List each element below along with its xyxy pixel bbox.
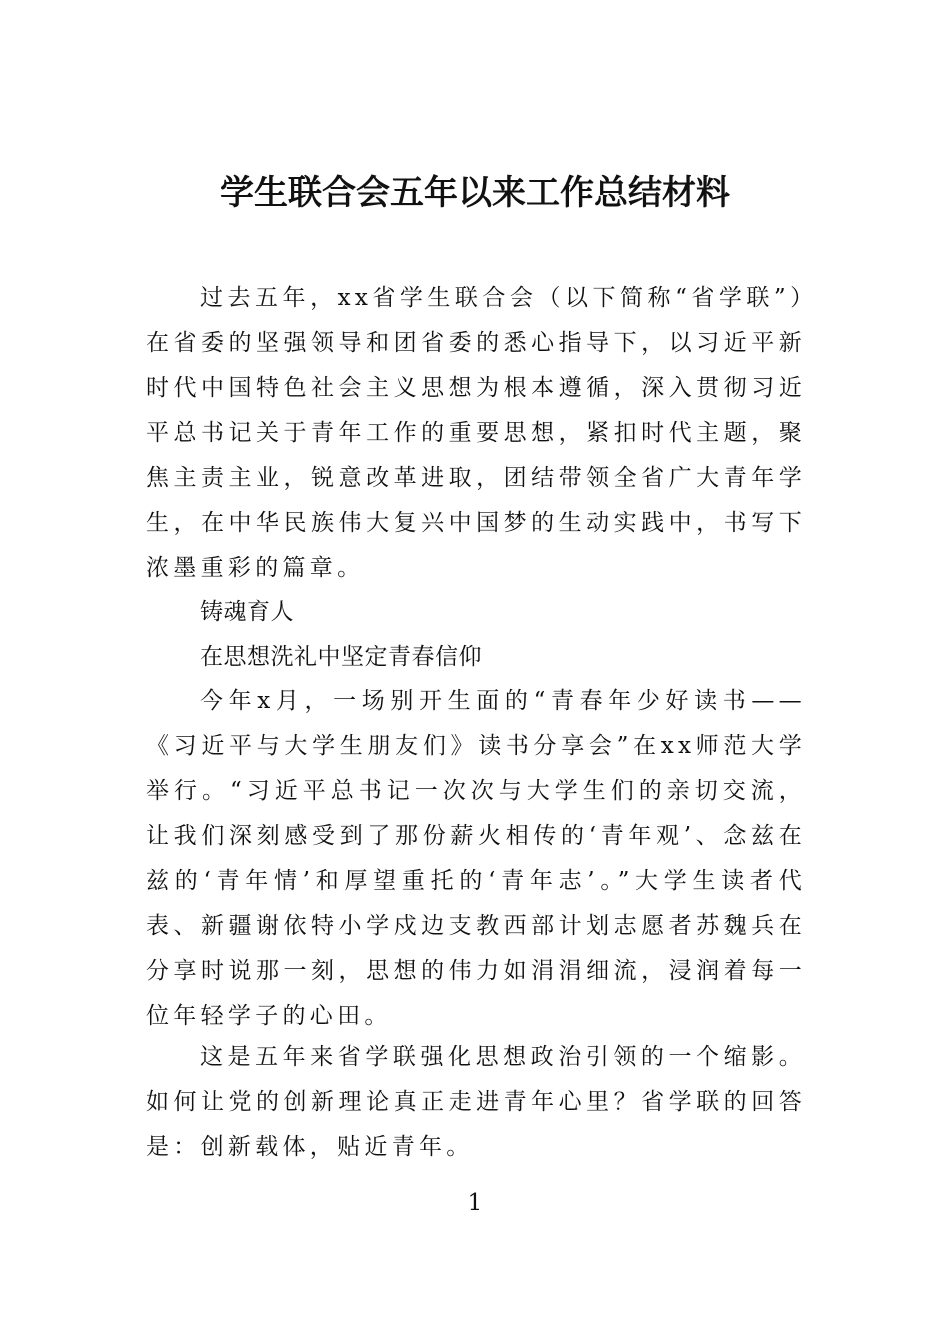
section-heading: 铸魂育人 xyxy=(200,599,294,625)
section-heading-block xyxy=(146,590,806,635)
section-subheading: 在思想洗礼中坚定青春信仰 xyxy=(200,644,482,670)
summary-paragraph-block xyxy=(146,1035,806,1170)
section-subheading-block xyxy=(146,635,806,680)
summary-paragraph: 这是五年来省学联强化思想政治引领的一个缩影。如何让党的创新理论真正走进青年心里？省学联的回答是：创新载体，贴近青年。 xyxy=(146,1044,806,1160)
reading-event-paragraph-block xyxy=(146,679,806,1039)
intro-paragraph-block xyxy=(146,276,806,591)
reading-event-paragraph: 今年x月，一场别开生面的“青春年少好读书——《习近平与大学生朋友们》读书分享会”在xx师范大学举行。“习近平总书记一次次与大学生们的亲切交流，让我们深刻感受到了那份薪火相传的‘青年观’、念兹在兹的‘青年情’和厚望重托的‘青年志’。”大学生读者代表、新疆谢依特小学戍边支教西部计划志愿者苏魏兵在分享时说那一刻，思想的伟力如涓涓细流，浸润着每一位年轻学子的心田。 xyxy=(146,688,806,1029)
page-number: 1 xyxy=(467,1190,483,1216)
intro-paragraph: 过去五年，xx省学生联合会（以下简称“省学联”）在省委的坚强领导和团省委的悉心指导下，以习近平新时代中国特色社会主义思想为根本遵循，深入贯彻习近平总书记关于青年工作的重要思想，紧扣时代主题，聚焦主责主业，锐意改革进取，团结带领全省广大青年学生，在中华民族伟大复兴中国梦的生动实践中，书写下浓墨重彩的篇章。 xyxy=(146,285,806,581)
document-title: 学生联合会五年以来工作总结材料 xyxy=(220,173,730,213)
